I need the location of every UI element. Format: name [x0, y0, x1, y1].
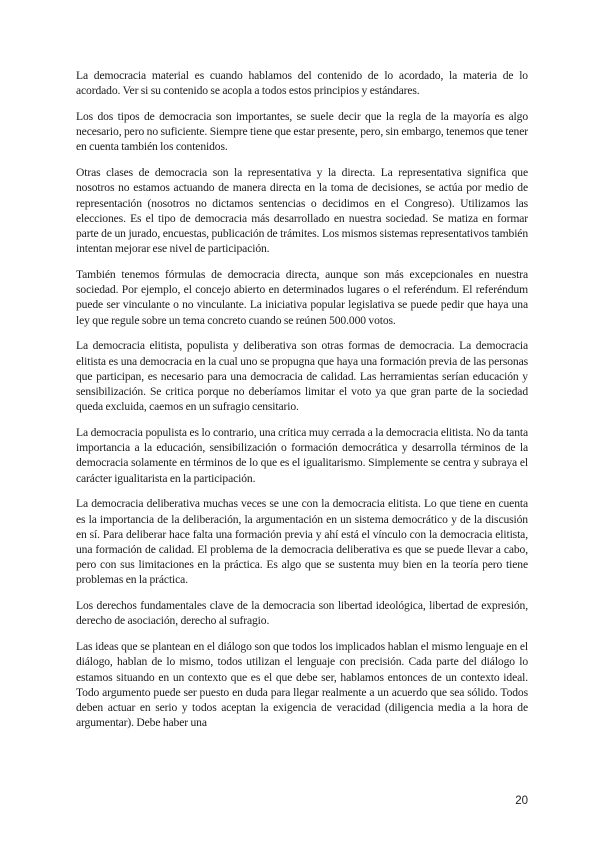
paragraph-democracia-elitista: La democracia elitista, populista y deliberativa son otras formas de democracia. La democracia elitista es una democracia en la cual uno se propugna que haya una formación previa de las personas que participan, es necesario para una democracia de calidad. Las herramientas serían educación y sensibilización. Se critica porque no deberíamos limitar el voto ya que gran parte de la sociedad queda excluida, caemos en un sufragio censitario. [76, 339, 528, 414]
paragraph-democracia-directa: También tenemos fórmulas de democracia directa, aunque son más excepcionales en nuestra sociedad. Por ejemplo, el concejo abierto en determinados lugares o el referéndum. El referéndum puede ser vinculante o no vinculante. La iniciativa popular legislativa se puede pedir que haya una ley que regule sobre un tema concreto cuando se reúnen 500.000 votos. [76, 268, 528, 327]
paragraph-democracia-populista: La democracia populista es lo contrario, una crítica muy cerrada a la democracia elitista. No da tanta importancia a la educación, sensibilización o formación democrática y desarrolla términos de la democracia solamente en términos de lo que es el igualitarismo. Simplemente se centra y subraya el carácter igualitarista en la participación. [76, 426, 528, 485]
body-text [76, 68, 528, 741]
paragraph-democracia-material: La democracia material es cuando hablamos del contenido de lo acordado, la materia de lo acordado. Ver si su contenido se acopla a todos estos principios y estándares. [76, 69, 528, 98]
paragraph-derechos-fundamentales: Los derechos fundamentales clave de la democracia son libertad ideológica, libertad de expresión, derecho de asociación, derecho al sufragio. [76, 599, 528, 628]
page-number: 20 [515, 795, 528, 807]
paragraph-tipos-democracia: Los dos tipos de democracia son importantes, se suele decir que la regla de la mayoría es algo necesario, pero no suficiente. Siempre tiene que estar presente, pero, sin embargo, tenemos que tener en cuenta también los contenidos. [76, 110, 528, 154]
paragraph-ideas-dialogo: Las ideas que se plantean en el diálogo son que todos los implicados hablan el mismo lenguaje en el diálogo, hablan de lo mismo, todos utilizan el lenguaje con precisión. Cada parte del diálogo lo estamos situando en un contexto que es el que debe ser, hablamos entonces de un contexto ideal. Todo argumento puede ser puesto en duda para llegar realmente a un acuerdo que sea sólido. Todos deben actuar en serio y todos aceptan la exigencia de veracidad (diligencia media a la hora de argumentar). Debe haber una [76, 640, 528, 730]
paragraph-representativa-directa: Otras clases de democracia son la representativa y la directa. La representativa significa que nosotros no estamos actuando de manera directa en la toma de decisiones, se actúa por medio de representación (nosotros no dictamos sentencias o decidimos en el Congreso). Utilizamos las elecciones. Es el tipo de democracia más desarrollado en nuestra sociedad. Se matiza en formar parte de un jurado, encuestas, publicación de trámites. Los mismos sistemas representativos también intentan mejorar ese nivel de participación. [76, 166, 528, 256]
paragraph-democracia-deliberativa: La democracia deliberativa muchas veces se une con la democracia elitista. Lo que tiene en cuenta es la importancia de la deliberación, la argumentación en un sistema democrático y de la discusión en sí. Para deliberar hace falta una formación previa y ahí está el vínculo con la democracia elitista, una formación de calidad. El problema de la democracia deliberativa es que se puede llevar a cabo, pero con sus limitaciones en la práctica. Es algo que se sustenta muy bien en la teoría pero tiene problemas en la práctica. [76, 497, 528, 587]
